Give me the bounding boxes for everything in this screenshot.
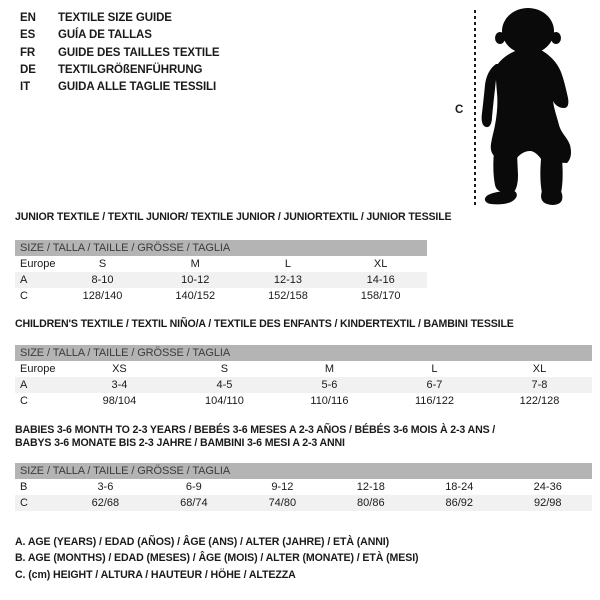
value-cell: S xyxy=(98,258,107,270)
table-title xyxy=(15,211,452,224)
row-label-cell: C xyxy=(20,290,28,302)
value-cell: 152/158 xyxy=(268,290,308,302)
value-cell: XS xyxy=(112,363,127,375)
table-row xyxy=(15,288,427,304)
value-cell: 10-12 xyxy=(149,272,242,288)
value-cell: 158/170 xyxy=(360,290,401,302)
children-textile-section xyxy=(15,318,592,409)
height-measure-line xyxy=(474,10,476,208)
table-title-line: CHILDREN'S TEXTILE / TEXTIL NIÑO/A / TEXTILE DES ENFANTS / KINDERTEXTIL / BAMBINI TESSILE xyxy=(15,318,514,330)
table-row xyxy=(15,361,592,377)
value-cell: 80/86 xyxy=(327,495,415,511)
junior-textile-section xyxy=(15,211,452,304)
junior-size-table xyxy=(15,240,427,304)
language-row xyxy=(20,62,220,79)
table-title xyxy=(15,424,592,450)
legend-note-line: B. AGE (MONTHS) / EDAD (MESES) / ÂGE (MOIS) / ALTER (MONATE) / ETÀ (MESI) xyxy=(15,552,419,565)
language-title: GUIDA ALLE TAGLIE TESSILI xyxy=(58,81,217,94)
value-cell: M xyxy=(324,363,335,375)
size-header-cell: SIZE / TALLA / TAILLE / GRÖSSE / TAGLIA xyxy=(15,345,592,361)
value-cell: S xyxy=(220,363,229,375)
table-head xyxy=(15,463,592,479)
legend-note-line: A. AGE (YEARS) / EDAD (AÑOS) / ÂGE (ANS) / ALTER (JAHRE) / ETÀ (ANNI) xyxy=(15,536,390,548)
value-cell: 92/98 xyxy=(504,495,593,511)
value-cell: 8-10 xyxy=(56,272,149,288)
value-cell: L xyxy=(284,258,291,270)
value-cell: 5-6 xyxy=(277,377,382,393)
toddler-silhouette-icon xyxy=(481,6,581,208)
value-cell: L xyxy=(431,363,438,375)
value-cell: 110/116 xyxy=(310,395,349,407)
language-row xyxy=(20,27,220,44)
language-code: IT xyxy=(20,81,31,94)
babies-textile-section xyxy=(15,424,592,511)
children-size-table xyxy=(15,345,592,409)
size-header-cell: SIZE / TALLA / TAILLE / GRÖSSE / TAGLIA xyxy=(15,240,427,256)
language-row xyxy=(20,79,220,96)
table-row xyxy=(15,377,592,393)
value-cell: 3-4 xyxy=(67,377,172,393)
size-header-row xyxy=(15,463,592,479)
table-row xyxy=(15,272,427,288)
value-cell: 6-9 xyxy=(185,481,202,493)
value-cell: 74/80 xyxy=(238,495,326,511)
value-cell: M xyxy=(190,258,200,270)
row-label-cell: B xyxy=(20,481,28,493)
babies-size-table xyxy=(15,463,592,511)
value-cell: 12-13 xyxy=(242,272,335,288)
legend-notes xyxy=(15,534,419,583)
value-cell: 14-16 xyxy=(334,272,427,288)
language-code: FR xyxy=(20,46,36,59)
table-row xyxy=(15,495,592,511)
language-list xyxy=(20,10,220,96)
value-cell: 4-5 xyxy=(172,377,277,393)
value-cell: 18-24 xyxy=(445,481,474,493)
language-title: TEXTILE SIZE GUIDE xyxy=(58,12,172,24)
value-cell: 3-6 xyxy=(97,481,114,493)
language-title: GUÍA DE TALLAS xyxy=(58,29,152,42)
language-row xyxy=(20,45,220,62)
table-row xyxy=(15,393,592,409)
row-label-cell: Europe xyxy=(20,363,56,375)
language-code: EN xyxy=(20,12,36,24)
table-title xyxy=(15,318,592,331)
value-cell: 12-18 xyxy=(356,481,385,493)
value-cell: 98/104 xyxy=(102,395,137,407)
value-cell: 7-8 xyxy=(487,377,592,393)
table-title-line: BABYS 3-6 MONATE BIS 2-3 JAHRE / BAMBINI 3-6 MESI A 2-3 ANNI xyxy=(15,437,345,449)
value-cell: 24-36 xyxy=(533,481,562,493)
table-row xyxy=(15,479,592,495)
legend-note-line: C. (cm) HEIGHT / ALTURA / HAUTEUR / HÖHE / ALTEZZA xyxy=(15,568,296,581)
table-title-line: BABIES 3-6 MONTH TO 2-3 YEARS / BEBÉS 3-6 MESES A 2-3 AÑOS / BÉBÉS 3-6 MOIS À 2-3 ANS / xyxy=(15,424,496,436)
value-cell: 122/128 xyxy=(519,395,560,407)
table-head xyxy=(15,345,592,361)
value-cell: 6-7 xyxy=(382,377,487,393)
height-measure-label: C xyxy=(455,104,464,116)
language-code: ES xyxy=(20,29,36,42)
row-label-cell: Europe xyxy=(20,258,56,270)
table-head xyxy=(15,240,427,256)
value-cell: 68/74 xyxy=(150,495,238,511)
size-header-cell: SIZE / TALLA / TAILLE / GRÖSSE / TAGLIA xyxy=(15,463,592,479)
row-label-cell: C xyxy=(15,495,61,511)
language-title: GUIDE DES TAILLES TEXTILE xyxy=(58,46,220,59)
value-cell: XL xyxy=(373,258,388,270)
language-row xyxy=(20,10,220,27)
language-code: DE xyxy=(20,63,36,76)
table-body xyxy=(15,256,427,304)
language-title: TEXTILGRÖßENFÜHRUNG xyxy=(58,63,203,76)
size-header-row xyxy=(15,240,427,256)
value-cell: 128/140 xyxy=(82,290,123,302)
table-row xyxy=(15,256,427,272)
value-cell: 9-12 xyxy=(271,481,294,493)
row-label-cell: C xyxy=(20,395,28,407)
table-title-line: JUNIOR TEXTILE / TEXTIL JUNIOR/ TEXTILE JUNIOR / JUNIORTEXTIL / JUNIOR TESSILE xyxy=(15,211,452,223)
value-cell: 116/122 xyxy=(415,395,454,407)
value-cell: 62/68 xyxy=(61,495,149,511)
row-label-cell: A xyxy=(15,377,67,393)
value-cell: XL xyxy=(532,363,547,375)
value-cell: 86/92 xyxy=(415,495,503,511)
size-header-row xyxy=(15,345,592,361)
value-cell: 104/110 xyxy=(204,395,244,407)
value-cell: 140/152 xyxy=(175,290,216,302)
table-body xyxy=(15,479,592,511)
table-body xyxy=(15,361,592,409)
row-label-cell: A xyxy=(15,272,56,288)
